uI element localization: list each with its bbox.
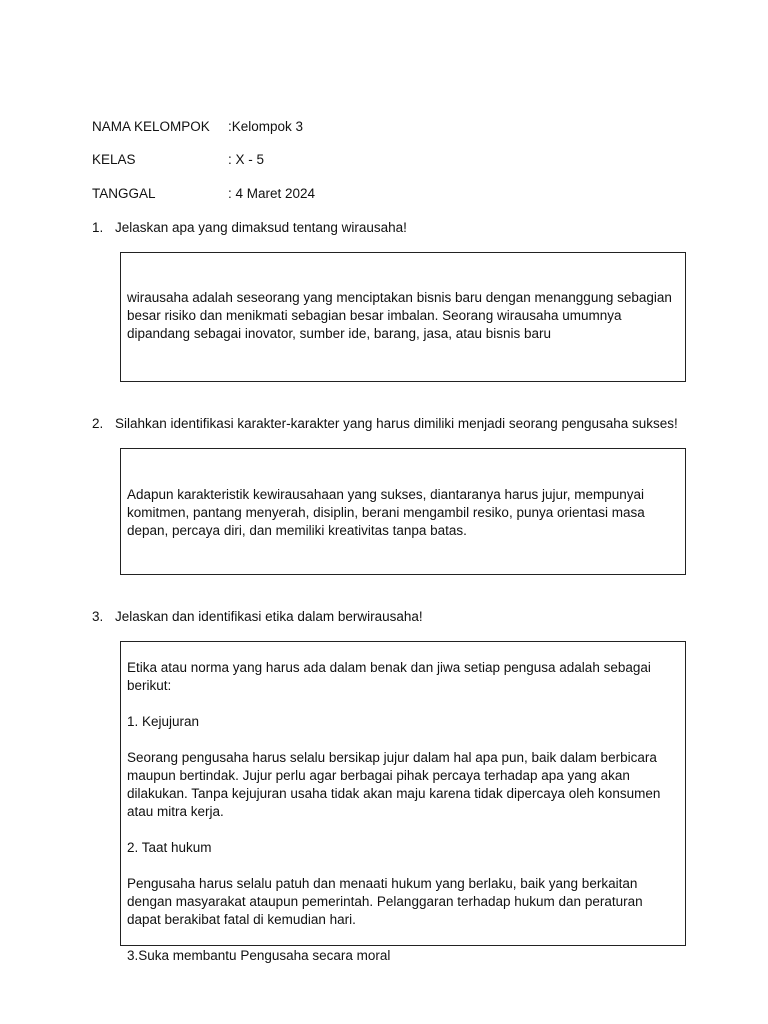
question-2 — [92, 415, 678, 433]
answer-heading: 2. Taat hukum — [127, 840, 212, 855]
group-label: NAMA KELOMPOK — [92, 119, 210, 134]
answer-box-3 — [120, 641, 686, 963]
answer-paragraph: Pengusaha harus selalu patuh dan menaati hukum yang berlaku, baik yang berkaitan dengan masyarakat ataupun pemerintah. Pelanggaran terhadap hukum dan peraturan dapat berakibat fatal di kemudian hari. — [127, 876, 643, 927]
question-number: 2. — [92, 416, 104, 431]
question-3 — [92, 608, 423, 626]
class-label: KELAS — [92, 152, 136, 167]
answer-intro: Etika atau norma yang harus ada dalam benak dan jiwa setiap pengusa adalah sebagai berikut: — [127, 660, 651, 693]
question-text: Silahkan identifikasi karakter-karakter yang harus dimiliki menjadi seorang pengusaha sukses! — [115, 416, 678, 431]
question-number: 3. — [92, 609, 104, 624]
answer-paragraph: Adapun karakteristik kewirausahaan yang sukses, diantaranya harus jujur, mempunyai komitmen, pantang menyerah, disiplin, berani mengambil resiko, punya orientasi masa depan, percaya diri, dan memiliki kreativitas tanpa batas. — [127, 487, 645, 538]
class-value: : X - 5 — [228, 152, 265, 167]
answer-heading: 3.Suka membantu Pengusaha secara moral — [127, 948, 391, 963]
answer-heading: 1. Kejujuran — [127, 714, 200, 729]
question-number: 1. — [92, 220, 104, 235]
answer-paragraph: Seorang pengusaha harus selalu bersikap jujur dalam hal apa pun, baik dalam berbicara maupun bertindak. Jujur perlu agar berbagai pihak percaya terhadap apa yang akan dilakukan. Tanpa kejujuran usaha tidak akan maju karena tidak dipercaya oleh konsumen atau mitra kerja. — [127, 750, 661, 819]
date-label: TANGGAL — [92, 186, 156, 201]
question-text: Jelaskan apa yang dimaksud tentang wirausaha! — [115, 220, 407, 235]
answer-paragraph: wirausaha adalah seseorang yang menciptakan bisnis baru dengan menanggung sebagian besar risiko dan menikmati sebagian besar imbalan. Seorang wirausaha umumnya dipandang sebagai inovator, sumber ide, barang, jasa, atau bisnis baru — [127, 290, 672, 341]
question-1 — [92, 219, 407, 237]
answer-box-2 — [120, 448, 686, 575]
group-value: :Kelompok 3 — [228, 119, 304, 134]
question-text: Jelaskan dan identifikasi etika dalam berwirausaha! — [115, 609, 423, 624]
date-value: : 4 Maret 2024 — [228, 186, 316, 201]
answer-box-1 — [120, 252, 686, 382]
